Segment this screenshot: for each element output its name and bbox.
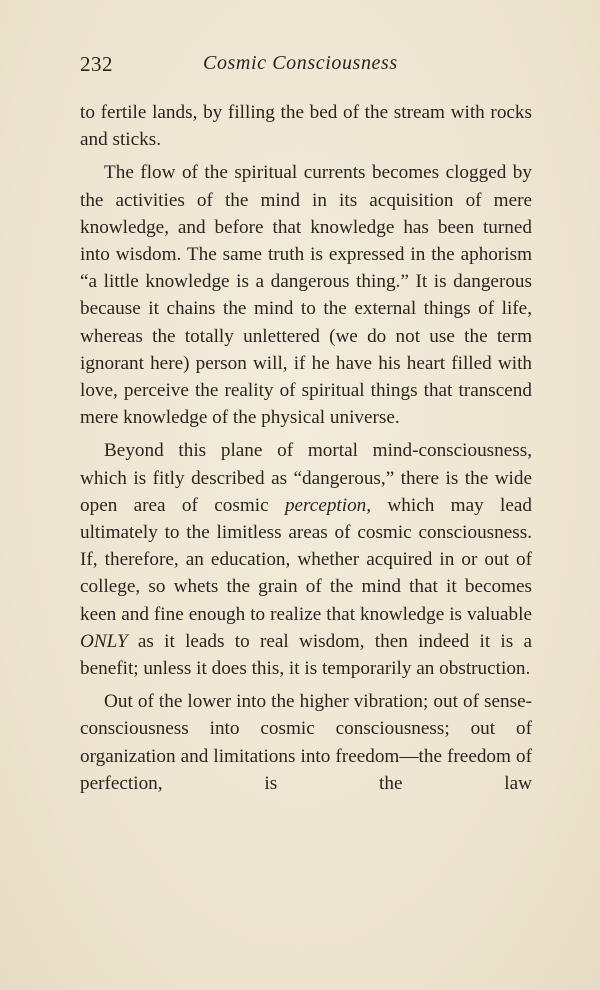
paragraph-text-part: Beyond this plane of mortal mind-consciousness, which is fitly described as “dangerous,” there is the wide open area of cosmic <box>80 440 532 516</box>
page-header <box>80 52 530 82</box>
paragraph-continued: to fertile lands, by filling the bed of the stream with rocks and sticks. <box>80 102 532 151</box>
italic-perception: perception, <box>284 494 372 516</box>
italic-only: ONLY <box>80 630 128 652</box>
paragraph-spiritual-currents: The flow of the spiritual currents becomes clogged by the activities of the mind in its acquisition of mere knowledge, and before that knowledge has been turned into wisdom. The same truth is expressed in the aphorism “a little knowledge is a dangerous thing.” It is dangerous because it chains the mind to the external things of life, whereas the totally unlettered (we do not use the term ignorant here) person will, if he have his heart filled with love, perceive the reality of spiritual things that transcend mere knowledge of the physical universe. <box>80 162 532 429</box>
paragraph-cosmic-perception <box>80 437 532 682</box>
paragraph-text-part: which may lead ultimately to the limitless areas of cosmic consciousness. If, therefore, an education, whether acquired in or out of college, so whets the grain of the mind that it becomes keen and fine enough to realize that knowledge is valuable <box>80 494 532 625</box>
paragraph-higher-vibration: Out of the lower into the higher vibration; out of sense-consciousness into cosmic consciousness; out of organization and limitations into freedom—the freedom of perfection, is the law <box>80 691 532 794</box>
page-number: 232 <box>80 52 113 76</box>
paragraph-text-part: as it leads to real wisdom, then indeed it is a benefit; unless it does this, it is temporarily an obstruction. <box>80 630 532 680</box>
body-text <box>80 99 532 803</box>
running-title: Cosmic Consciousness <box>203 52 398 74</box>
